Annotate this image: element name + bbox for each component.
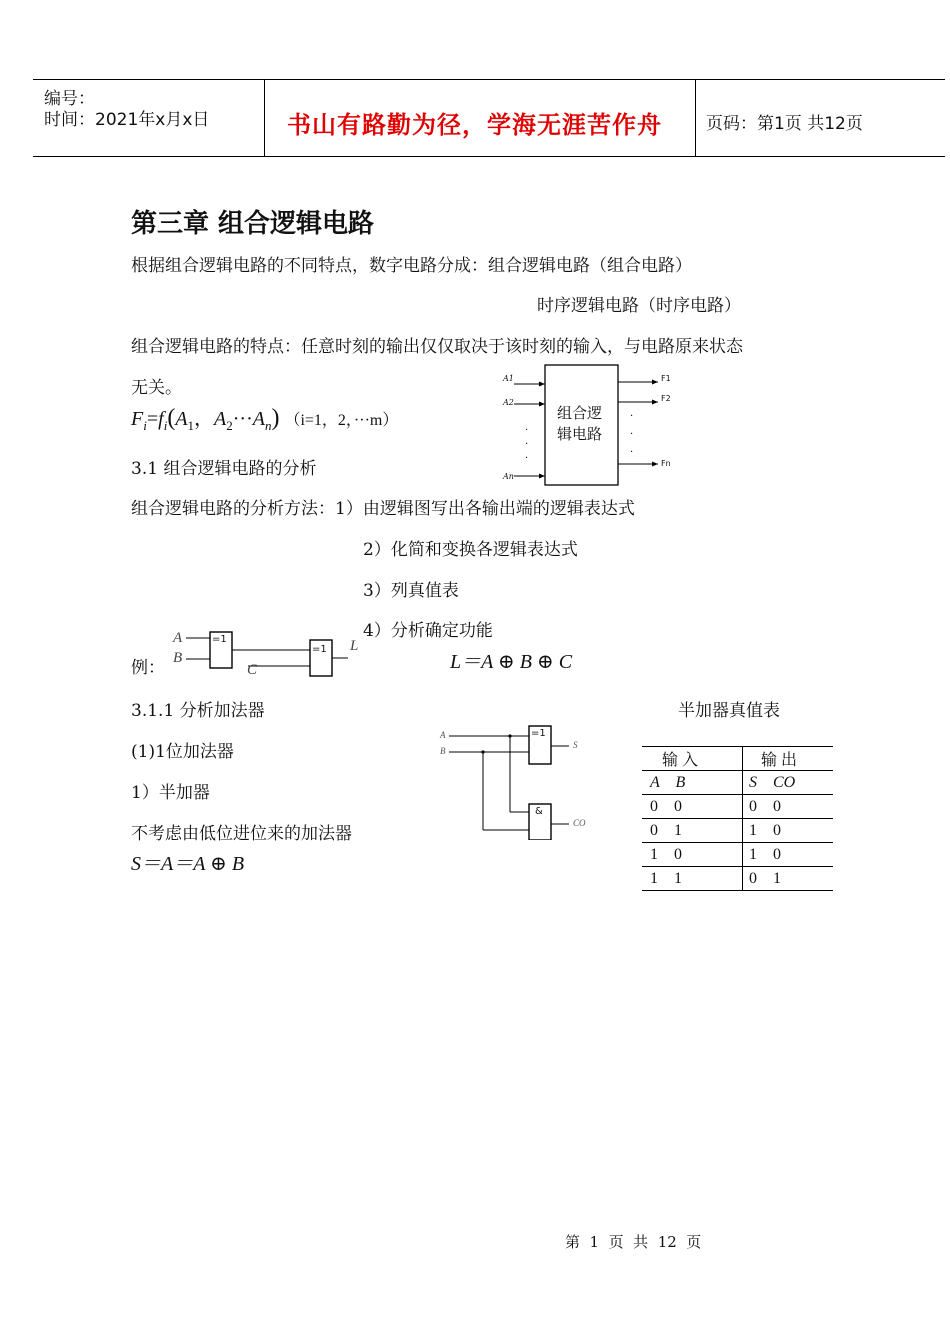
analysis-step-3: 3）列真值表 [363,581,459,601]
table-cell-input: 0 1 [642,819,743,843]
subsection-half-adder: 1）半加器 [131,783,210,803]
example-input-C: C [247,662,258,678]
paragraph-feature: 组合逻辑电路的特点：任意时刻的输出仅仅取决于该时刻的输入，与电路原来状态 [131,337,743,357]
half-adder-output-CO: CO [573,818,586,828]
block-output-F1: F1 [661,374,671,383]
example-label: 例： [131,658,165,678]
header-bottom-rule [33,156,945,157]
example-xor-circuit [170,628,370,683]
example-input-A: A [173,630,183,646]
formula-sub-2: 2 [226,418,233,433]
block-input-An: An [503,472,514,481]
analysis-step-2: 2）化简和变换各逻辑表达式 [363,540,578,560]
header-time-label: 时间：2021年x月x日 [44,110,210,130]
formula-sub-1: 1 [187,418,195,433]
table-cell-input: 0 0 [642,795,743,819]
half-adder-and-label: & [535,806,543,817]
table-cell-output: 1 0 [743,843,834,867]
svg-text:.: . [630,426,634,437]
svg-text:.: . [630,408,634,419]
formula-f: f [158,408,164,430]
header-top-rule [33,79,945,80]
half-adder-xor-label: =1 [531,728,546,739]
table-cols-output: S CO [743,771,834,795]
header-page-label: 页码：第1页 共12页 [706,114,863,134]
half-adder-input-B: B [440,746,446,756]
block-output-Fn: Fn [661,459,671,468]
section-3-1-1-heading: 3.1.1 分析加法器 [131,701,265,721]
svg-text:.: . [525,436,529,447]
subsection-1bit-adder: (1)1位加法器 [131,742,234,762]
formula-range: （i=1，2，···m） [284,412,399,429]
paragraph-classification-sequential: 时序逻辑电路（时序电路） [537,296,741,316]
table-cell-output: 0 1 [743,867,834,891]
svg-text:.: . [525,450,529,461]
block-output-F2: F2 [661,394,671,403]
header-motto: 书山有路勤为径，学海无涯苦作舟 [287,111,662,139]
table-subheader-row [642,771,833,795]
table-head-output: 输 出 [743,747,834,771]
formula-dots: ··· [232,408,253,430]
formula-An: A [252,408,265,430]
block-input-A2: A2 [503,398,514,407]
header-divider-2 [695,80,696,157]
block-input-A1: A1 [503,374,514,383]
svg-text:.: . [630,444,634,455]
general-formula: $F_i=f_i(A_1$，$A_2\cdot\cdot\cdot A_n$) （i=1，2，···m） [131,405,399,433]
table-cell-output: 0 0 [743,795,834,819]
half-adder-formula: S＝A＝A ⊕ B [131,853,245,875]
section-3-1-heading: 3.1 组合逻辑电路的分析 [131,459,317,479]
block-label-line1: 组合逻 [557,404,603,422]
table-row [642,843,833,867]
block-label-line2: 辑电路 [557,425,603,443]
formula-A1: A [175,408,188,430]
formula-eq: = [146,408,159,430]
formula-A2: A [214,408,227,430]
table-cell-input: 1 0 [642,843,743,867]
half-adder-output-S: S [573,740,578,750]
table-row [642,867,833,891]
analysis-method-intro: 组合逻辑电路的分析方法：1）由逻辑图写出各输出端的逻辑表达式 [131,499,635,519]
example-gate1-label: =1 [212,634,227,645]
header-divider-1 [264,80,265,157]
table-cell-output: 1 0 [743,819,834,843]
formula-sub-n: n [264,418,272,433]
table-row [642,819,833,843]
formula-F: F [131,408,144,430]
paragraph-feature-end: 无关。 [131,378,182,398]
table-head-input: 输 入 [642,747,743,771]
table-row [642,795,833,819]
svg-text:.: . [525,422,529,433]
example-gate2-label: =1 [312,644,327,655]
table-cell-input: 1 1 [642,867,743,891]
chapter-title: 第三章 组合逻辑电路 [131,209,375,239]
analysis-step-4: 4）分析确定功能 [363,621,493,641]
table-header-row [642,747,833,771]
formula-sub-i: i [143,418,147,433]
formula-sub-i2: i [163,418,168,433]
paragraph-classification: 根据组合逻辑电路的不同特点，数字电路分成：组合逻辑电路（组合电路） [131,256,692,276]
half-adder-truth-table [642,746,833,891]
example-formula: L＝A ⊕ B ⊕ C [450,651,573,673]
header-number-label: 编号： [44,89,95,109]
example-output-L: L [350,638,359,654]
formula-comma: ， [194,408,215,430]
page-footer: 第 1 页 共 12 页 [565,1233,702,1251]
table-cols-input: A B [642,771,743,795]
half-adder-input-A: A [440,730,446,740]
example-input-B: B [173,650,183,666]
half-adder-description: 不考虑由低位进位来的加法器 [131,824,352,844]
truth-table-title: 半加器真值表 [678,701,780,721]
